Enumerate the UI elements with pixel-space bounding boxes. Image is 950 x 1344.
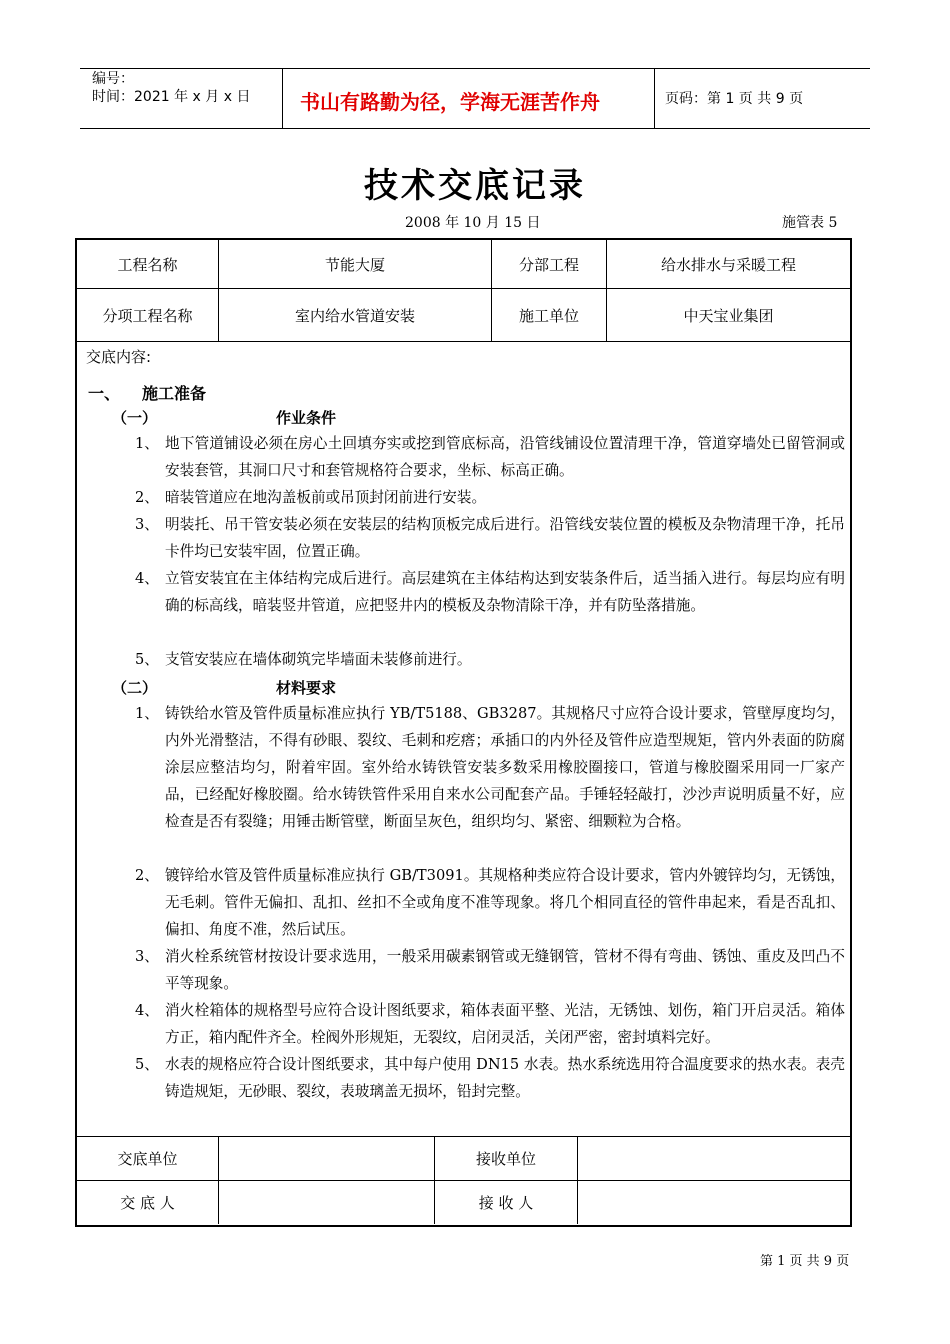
subitem-value: 室内给水管道安装	[294, 306, 415, 325]
list-item-number: 1、	[135, 435, 159, 452]
list-item-number: 5、	[135, 1056, 159, 1073]
list-item-text: 地下管道铺设必须在房心土回填夯实或挖到管底标高，沿管线铺设位置清理干净，管道穿墙处已留管洞或安装套管，其洞口尺寸和套管规格符合要求，坐标、标高正确。	[165, 435, 845, 479]
list-item-text: 明装托、吊干管安装必须在安装层的结构顶板完成后进行。沿管线安装位置的模板及杂物清理干净，托吊卡件均已安装牢固，位置正确。	[165, 516, 845, 560]
list-item-number: 4、	[135, 1002, 159, 1019]
motto: 书山有路勤为径，学海无涯苦作舟	[300, 90, 600, 114]
list-item-number: 3、	[135, 948, 159, 965]
list-item-number: 2、	[135, 489, 159, 506]
header-divider	[654, 68, 655, 129]
list-item-text: 支管安装应在墙体砌筑完毕墙面未装修前进行。	[165, 651, 472, 668]
header-top-rule	[80, 68, 870, 69]
subsection-title: 材料要求	[276, 679, 337, 697]
doc-date: 2008 年 10 月 15 日	[405, 215, 541, 231]
list-item-text: 消火栓系统管材按设计要求选用，一般采用碳素钢管或无缝钢管，管材不得有弯曲、锈蚀、重皮及凹凸不平等现象。	[165, 948, 845, 992]
receiver-label: 接 收 人	[478, 1194, 534, 1212]
project-name-value: 节能大厦	[324, 255, 385, 274]
list-item-text: 消火栓箱体的规格型号应符合设计图纸要求，箱体表面平整、光洁，无锈蚀、划伤，箱门开启灵活。箱体方正，箱内配件齐全。栓阀外形规矩，无裂纹，启闭灵活，关闭严密，密封填料完好。	[165, 1002, 845, 1046]
subsection-number: （二）	[112, 679, 158, 697]
list-item	[135, 862, 845, 943]
header-bottom-rule	[80, 128, 870, 129]
contractor-label: 施工单位	[518, 306, 579, 325]
receiver-unit-label: 接收单位	[475, 1150, 536, 1168]
receiver-unit-field[interactable]	[578, 1137, 850, 1180]
serial-label: 编号：	[92, 71, 134, 87]
list-item-text: 水表的规格应符合设计图纸要求，其中每户使用 DN15 水表。热水系统选用符合温度要求的热水表。表壳铸造规矩，无砂眼、裂纹，表玻璃盖无损坏，铅封完整。	[165, 1056, 845, 1100]
list-item	[135, 511, 845, 565]
contractor-value: 中天宝业集团	[683, 306, 774, 325]
list-item	[135, 646, 845, 673]
header-page-info: 页码：第 1 页 共 9 页	[665, 91, 804, 107]
row-divider	[75, 341, 852, 342]
list-item	[135, 997, 845, 1051]
project-name-label: 工程名称	[117, 255, 178, 274]
list-item-text: 暗装管道应在地沟盖板前或吊顶封闭前进行安装。	[165, 489, 487, 506]
list-item-number: 2、	[135, 867, 159, 884]
issuer-unit-field[interactable]	[219, 1137, 434, 1180]
receiver-field[interactable]	[578, 1181, 850, 1224]
list-item-text: 立管安装宜在主体结构完成后进行。高层建筑在主体结构达到安装条件后，适当插入进行。每层均应有明确的标高线，暗装竖井管道，应把竖井内的模板及杂物清除干净，并有防坠落措施。	[165, 570, 845, 614]
section-title: 施工准备	[142, 384, 207, 403]
form-number: 施管表 5	[782, 215, 838, 231]
section-number: 一、	[88, 384, 121, 403]
list-item-number: 3、	[135, 516, 159, 533]
list-item-number: 5、	[135, 651, 159, 668]
list-item-number: 1、	[135, 705, 159, 722]
list-item	[135, 565, 845, 619]
issuer-field[interactable]	[219, 1181, 434, 1224]
page-title: 技术交底记录	[364, 166, 586, 206]
header-divider	[282, 68, 283, 129]
list-item	[135, 484, 845, 511]
division-label: 分部工程	[518, 255, 579, 274]
subsection-number: （一）	[112, 409, 158, 427]
list-item-text: 镀锌给水管及管件质量标准应执行 GB/T3091。其规格种类应符合设计要求，管内外镀锌均匀，无锈蚀，无毛刺。管件无偏扣、乱扣、丝扣不全或角度不准等现象。将几个相同直径的管件串起来，看是否乱扣、偏扣、角度不准，然后试压。	[165, 867, 845, 938]
subsection-title: 作业条件	[276, 409, 337, 427]
issuer-unit-label: 交底单位	[117, 1150, 178, 1168]
subitem-label: 分项工程名称	[102, 306, 193, 325]
list-item	[135, 1051, 845, 1105]
issuer-label: 交 底 人	[120, 1194, 175, 1212]
list-item	[135, 943, 845, 997]
header-date: 时间：2021 年 x 月 x 日	[92, 89, 251, 105]
list-item-text: 铸铁给水管及管件质量标准应执行 YB/T5188、GB3287。其规格尺寸应符合设计要求，管壁厚度均匀，内外光滑整洁，不得有砂眼、裂纹、毛刺和疙瘩；承插口的内外径及管件应造型规矩，管内外表面的防腐涂层应整洁均匀，附着牢固。室外给水铸铁管安装多数采用橡胶圈接口，管道与橡胶圈采用同一厂家产品，已经配好橡胶圈。给水铸铁管件采用自来水公司配套产品。手锤轻轻敲打，沙沙声说明质量不好，应检查是否有裂缝；用锤击断管壁，断面呈灰色，组织均匀、紧密、细颗粒为合格。	[165, 705, 845, 830]
list-item-number: 4、	[135, 570, 159, 587]
footer-page-info: 第 1 页 共 9 页	[760, 1254, 850, 1269]
list-item	[135, 430, 845, 484]
division-value: 给水排水与采暖工程	[660, 255, 796, 274]
content-label: 交底内容:	[86, 348, 152, 366]
list-item	[135, 700, 845, 835]
